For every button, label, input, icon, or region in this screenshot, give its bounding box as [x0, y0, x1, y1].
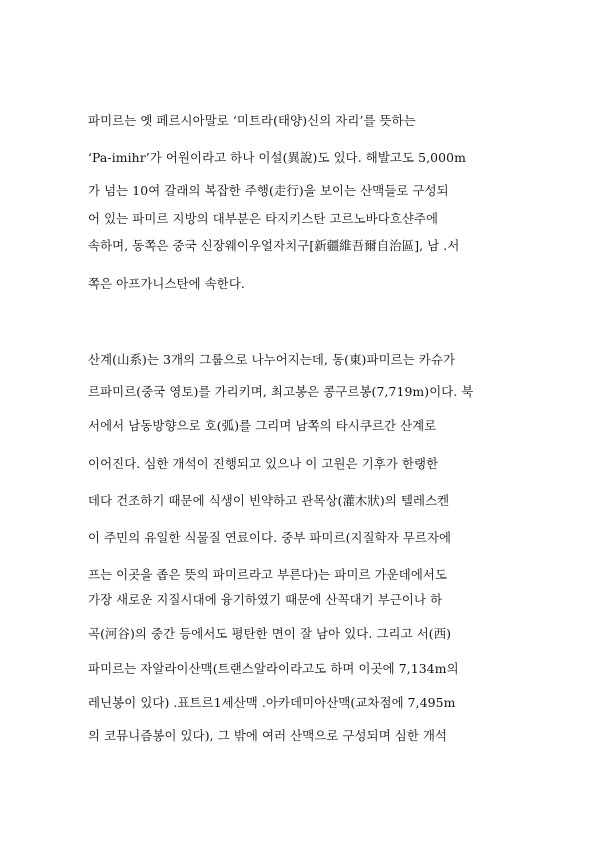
text-line: 곡(河谷)의 중간 등에서도 평탄한 면이 잘 남아 있다. 그리고 서(西)	[88, 626, 452, 641]
text-line: 가 넘는 10여 갈래의 복잡한 주행(走行)을 보이는 산맥들로 구성되	[88, 183, 449, 198]
text-line: 이 주민의 유일한 식물질 연료이다. 중부 파미르(지질학자 무르자에	[88, 530, 452, 545]
text-line: 르파미르(중국 영토)를 가리키며, 최고봉은 콩구르봉(7,719m)이다. 북	[88, 384, 474, 399]
text-line: 데다 건조하기 때문에 식생이 빈약하고 관목상(灌木狀)의 텔레스켄	[88, 493, 450, 508]
text-line: 속하며, 동쪽은 중국 신장웨이우얼자치구[新疆維吾爾自治區], 남 .서	[88, 238, 460, 253]
text-line: 쪽은 아프가니스탄에 속한다.	[88, 276, 245, 291]
text-line: 산계(山系)는 3개의 그룹으로 나누어지는데, 동(東)파미르는 카슈가	[88, 352, 456, 367]
text-line: 가장 새로운 지질시대에 융기하였기 때문에 산꼭대기 부근이나 하	[88, 592, 443, 607]
text-line: ‘Pa-imihr’가 어원이라고 하나 이설(異說)도 있다. 해발고도 5,000m	[88, 150, 466, 165]
text-line: 어 있는 파미르 지방의 대부분은 타지키스탄 고르노바다흐샨주에	[88, 211, 439, 226]
text-line: 파미르는 옛 페르시아말로 ‘미트라(태양)신의 자리’를 뜻하는	[88, 113, 416, 128]
text-line: 의 코뮤니즘봉이 있다), 그 밖에 여러 산맥으로 구성되며 심한 개석	[88, 728, 448, 743]
text-line: 이어진다. 심한 개석이 진행되고 있으나 이 고원은 기후가 한랭한	[88, 456, 439, 471]
text-line: 프는 이곳을 좁은 뜻의 파미르라고 부른다)는 파미르 가운데에서도	[88, 567, 448, 582]
text-line: 파미르는 자알라이산맥(트랜스알라이라고도 하며 이곳에 7,134m의	[88, 661, 459, 676]
text-line: 레닌봉이 있다) .표트르1세산맥 .아카데미아산맥(교차점에 7,495m	[88, 695, 456, 710]
text-line: 서에서 남동방향으로 호(弧)를 그리며 남쪽의 타시쿠르간 산계로	[88, 418, 437, 433]
